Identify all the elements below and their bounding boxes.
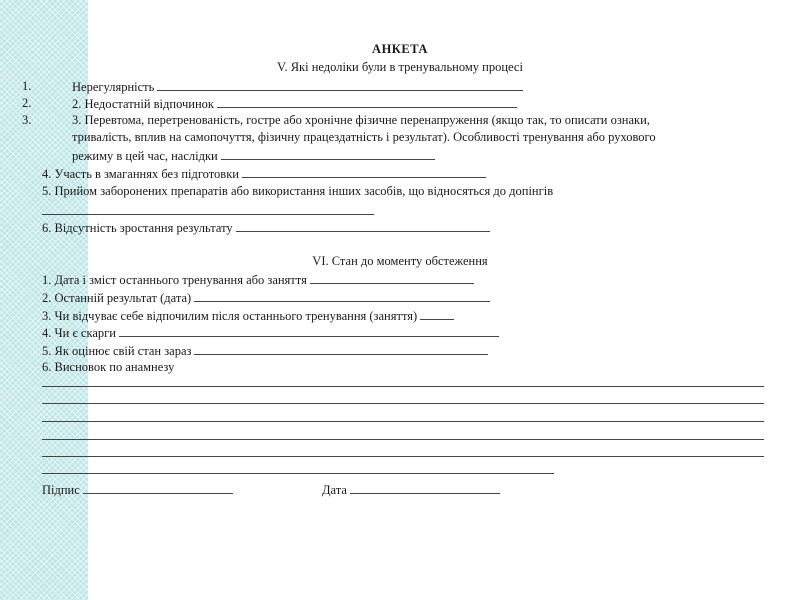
conclusion-line-2[interactable] xyxy=(42,403,764,404)
answer-blank[interactable] xyxy=(310,271,474,284)
question-competition-unprepared xyxy=(42,165,486,182)
question-last-result xyxy=(42,289,490,306)
signature-blank[interactable] xyxy=(83,481,233,494)
signature-field xyxy=(42,481,233,498)
question-overtraining-line-1: 3. Перевтома, перетренованість, гостре або хронічне фізичне перенапруження (якщо так, то описати ознаки, xyxy=(72,113,650,127)
question-label: Нерегулярність xyxy=(72,80,155,94)
list-number-3: 3. xyxy=(22,113,32,127)
question-rested xyxy=(42,307,454,324)
question-label: 2. Останній результат (дата) xyxy=(42,291,192,305)
question-label: 3. Чи відчуває себе відпочилим після останнього тренування (заняття) xyxy=(42,309,418,323)
date-label: Дата xyxy=(322,483,347,497)
section-5-heading: V. Які недоліки були в тренувальному процесі xyxy=(277,60,523,74)
question-label: 4. Участь в змаганнях без підготовки xyxy=(42,167,239,181)
conclusion-line-3[interactable] xyxy=(42,421,764,422)
date-field xyxy=(322,481,500,498)
question-label: 5. Як оцінює свій стан зараз xyxy=(42,344,192,358)
answer-blank[interactable] xyxy=(221,147,435,160)
answer-blank[interactable] xyxy=(119,324,499,337)
question-irregularity xyxy=(72,78,523,95)
answer-blank-doping[interactable] xyxy=(42,214,374,215)
conclusion-line-1[interactable] xyxy=(42,386,764,387)
answer-blank[interactable] xyxy=(217,95,517,108)
question-label: 2. Недостатній відпочинок xyxy=(72,97,214,111)
conclusion-line-6[interactable] xyxy=(42,473,554,474)
question-label: 6. Відсутність зростання результату xyxy=(42,221,233,235)
answer-blank[interactable] xyxy=(242,165,486,178)
question-doping: 5. Прийом заборонених препаратів або використання інших засобів, що відносяться до допінгів xyxy=(42,184,554,198)
question-label: режиму в цей час, наслідки xyxy=(72,149,218,163)
question-current-state xyxy=(42,342,488,359)
question-complaints xyxy=(42,324,499,341)
question-insufficient-rest xyxy=(72,95,517,112)
answer-blank[interactable] xyxy=(420,307,454,320)
section-6-heading: VI. Стан до моменту обстеження xyxy=(312,254,488,268)
answer-blank[interactable] xyxy=(194,289,490,302)
answer-blank[interactable] xyxy=(236,219,490,232)
list-number-1: 1. xyxy=(22,79,32,93)
question-label: 4. Чи є скарги xyxy=(42,326,116,340)
question-last-training xyxy=(42,271,474,288)
date-blank[interactable] xyxy=(350,481,500,494)
conclusion-line-5[interactable] xyxy=(42,456,764,457)
question-conclusion: 6. Висновок по анамнезу xyxy=(42,360,175,374)
question-overtraining-line-3 xyxy=(72,147,435,164)
document-title: АНКЕТА xyxy=(372,42,428,56)
conclusion-line-4[interactable] xyxy=(42,439,764,440)
question-overtraining-line-2: тривалість, вплив на самопочуття, фізичну працездатність і результат). Особливості тренування або рухового xyxy=(72,130,656,144)
answer-blank[interactable] xyxy=(194,342,488,355)
list-number-2: 2. xyxy=(22,96,32,110)
question-label: 1. Дата і зміст останнього тренування або заняття xyxy=(42,273,307,287)
signature-label: Підпис xyxy=(42,483,80,497)
question-no-progress xyxy=(42,219,490,236)
answer-blank[interactable] xyxy=(157,78,523,91)
